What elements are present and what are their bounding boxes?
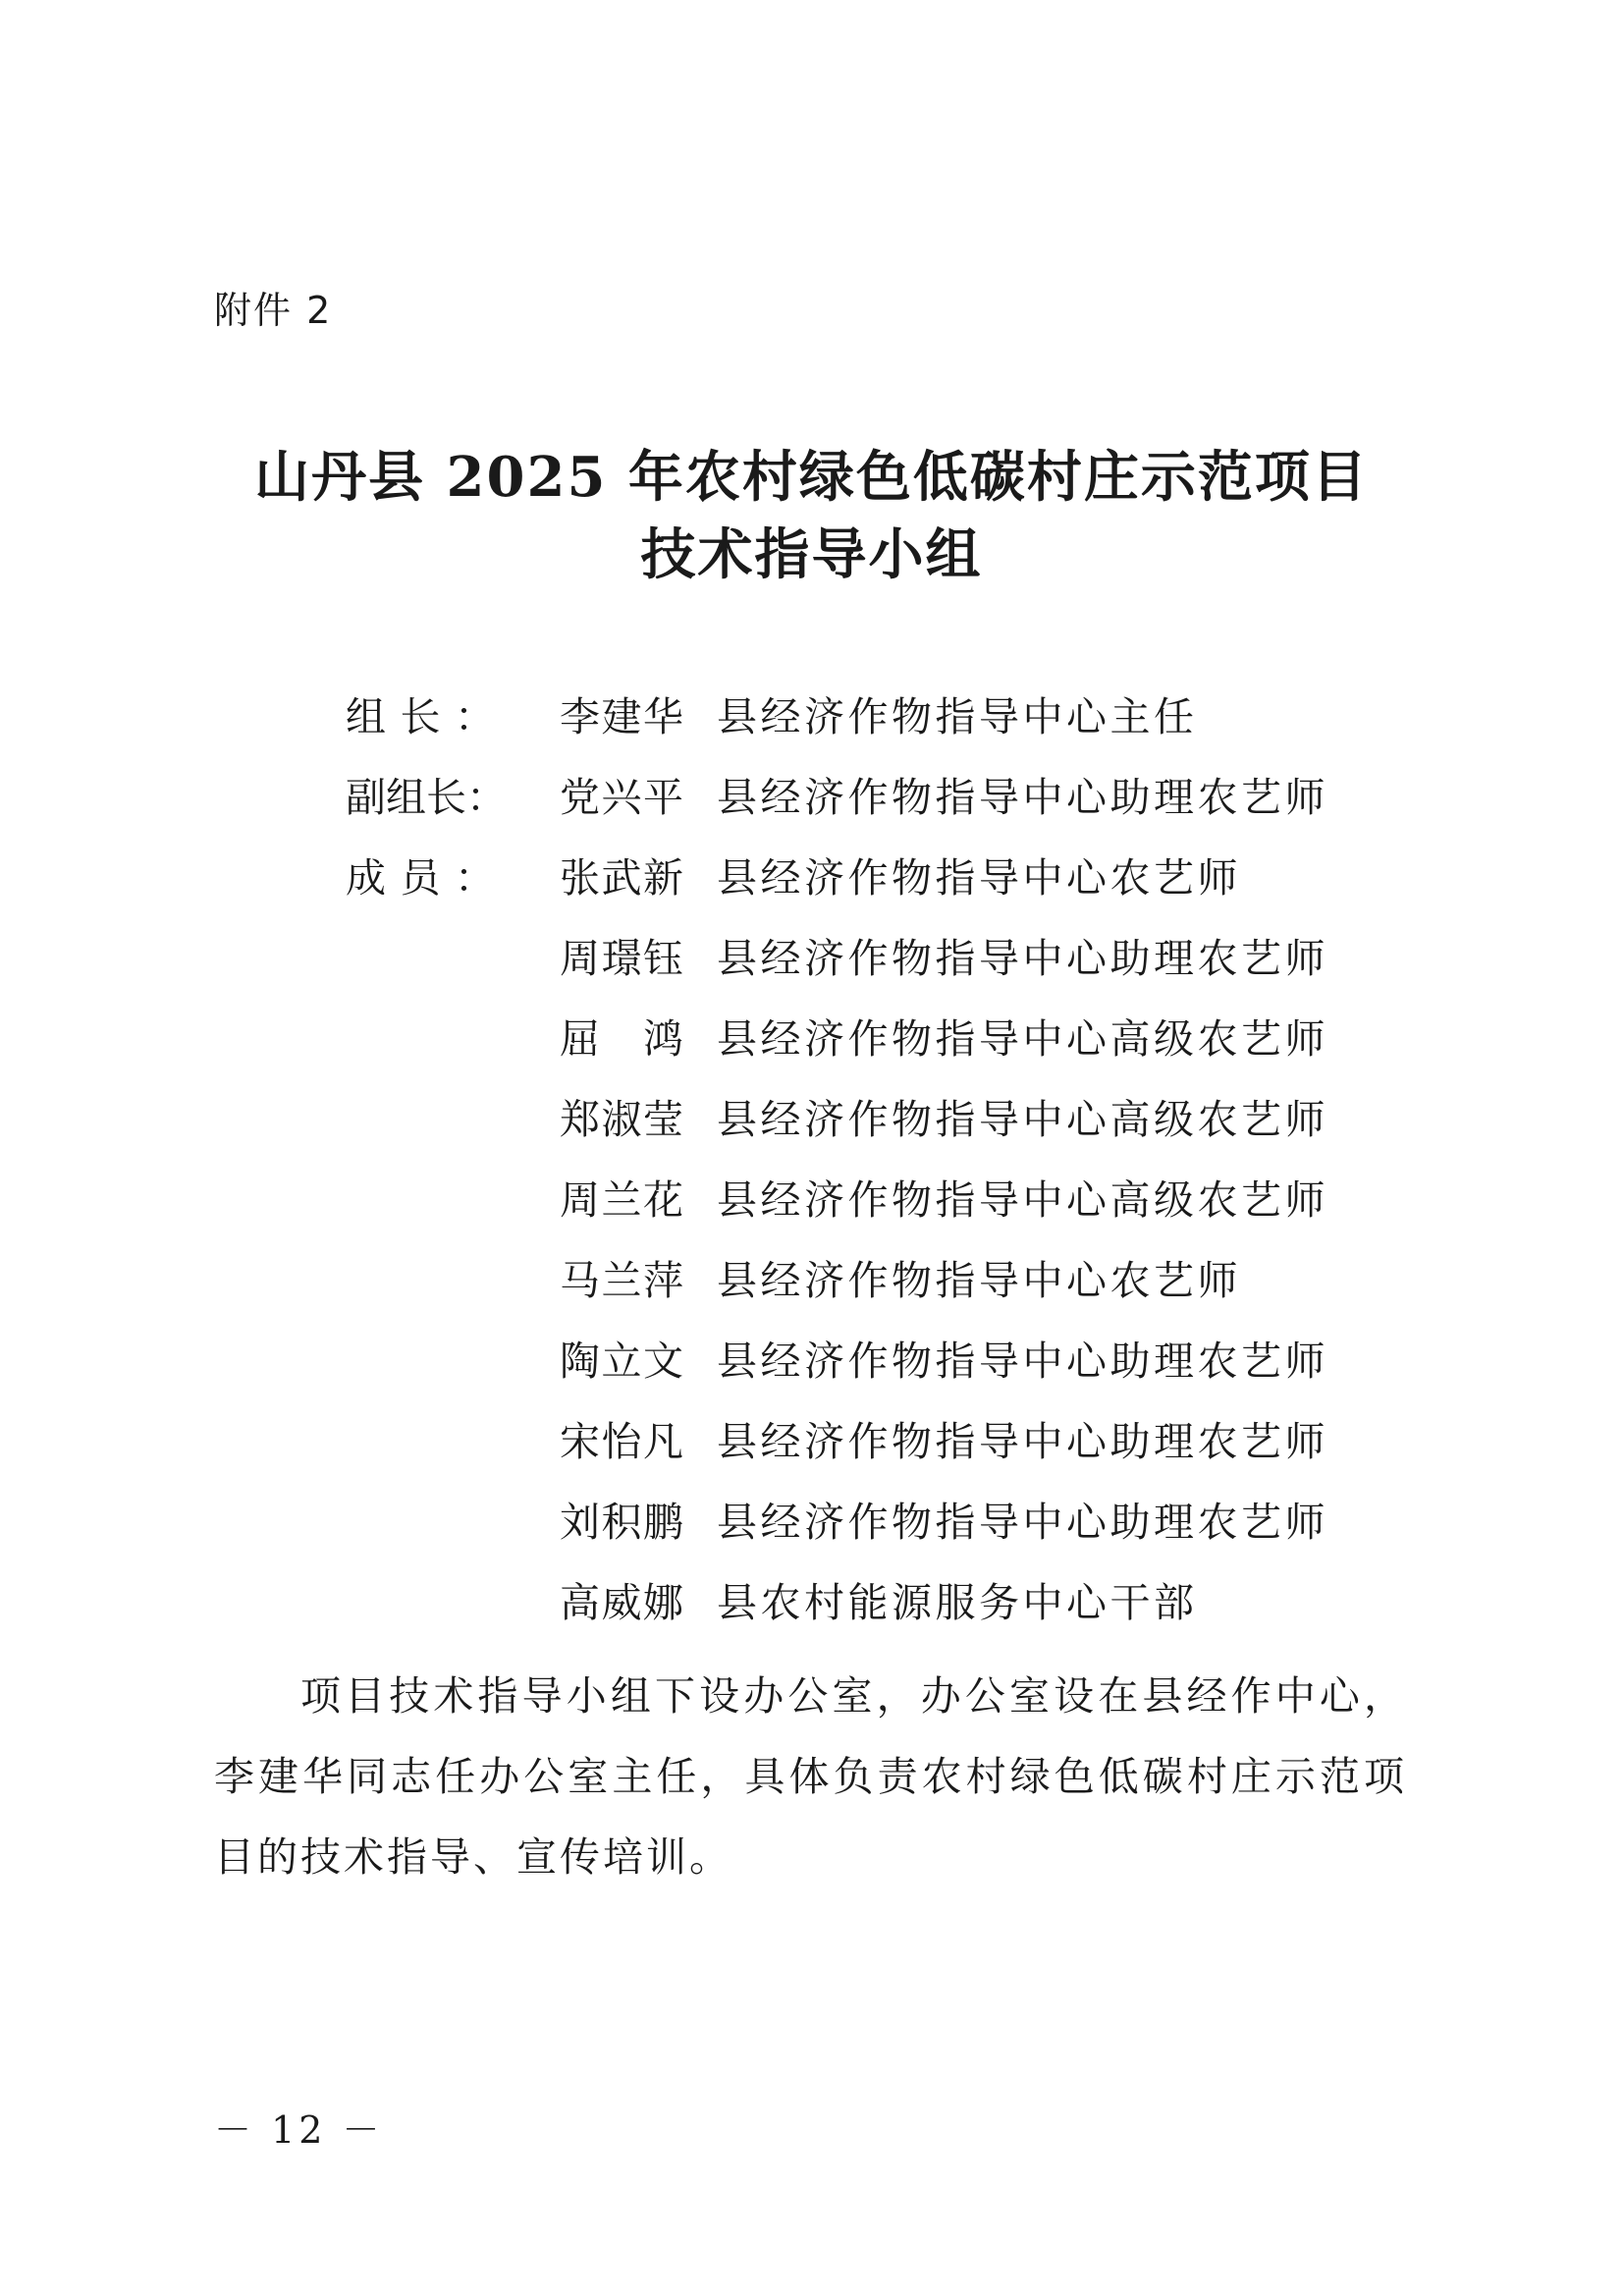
member-position: 县经济作物指导中心高级农艺师 xyxy=(717,1176,1328,1224)
member-position: 县经济作物指导中心主任 xyxy=(717,693,1198,740)
document-title-line-1: 山丹县 2025 年农村绿色低碳村庄示范项目 xyxy=(254,445,1369,510)
member-role: 副 组 长 ： xyxy=(346,774,507,821)
attachment-label: 附件 2 xyxy=(214,289,333,332)
page-number: － 12 － xyxy=(214,2108,384,2152)
member-position: 县经济作物指导中心高级农艺师 xyxy=(717,1015,1328,1063)
member-position: 县经济作物指导中心助理农艺师 xyxy=(717,1499,1328,1546)
member-name: 刘 积 鹏 xyxy=(560,1499,683,1546)
member-name: 屈 鸿 xyxy=(560,1015,683,1063)
member-name: 宋 怡 凡 xyxy=(560,1418,683,1465)
member-name: 党 兴 平 xyxy=(560,774,683,821)
member-position: 县农村能源服务中心干部 xyxy=(717,1579,1198,1626)
member-role: 组 长 ： xyxy=(346,693,495,740)
member-name: 周 兰 花 xyxy=(560,1176,683,1224)
member-position: 县经济作物指导中心高级农艺师 xyxy=(717,1096,1328,1143)
member-position: 县经济作物指导中心助理农艺师 xyxy=(717,1418,1328,1465)
member-position: 县经济作物指导中心助理农艺师 xyxy=(717,1338,1328,1385)
member-position: 县经济作物指导中心农艺师 xyxy=(717,1257,1241,1304)
member-name: 高 威 娜 xyxy=(560,1579,683,1626)
member-name: 周 璟 钰 xyxy=(560,935,683,982)
member-name: 马 兰 萍 xyxy=(560,1257,683,1304)
office-description-paragraph: 项目技术指导小组下设办公室，办公室设在县经作中心，李建华同志任办公室主任，具体负责农村绿色低碳村庄示范项目的技术指导、宣传培训。 xyxy=(214,1672,1407,1881)
member-name: 陶 立 文 xyxy=(560,1338,683,1385)
member-role: 成 员 ： xyxy=(346,854,495,902)
member-name: 张 武 新 xyxy=(560,854,683,902)
member-name: 郑 淑 莹 xyxy=(560,1096,683,1143)
document-title-line-2: 技术指导小组 xyxy=(640,522,983,587)
member-name: 李 建 华 xyxy=(560,693,683,740)
member-position: 县经济作物指导中心助理农艺师 xyxy=(717,935,1328,982)
member-position: 县经济作物指导中心助理农艺师 xyxy=(717,774,1328,821)
member-position: 县经济作物指导中心农艺师 xyxy=(717,854,1241,902)
